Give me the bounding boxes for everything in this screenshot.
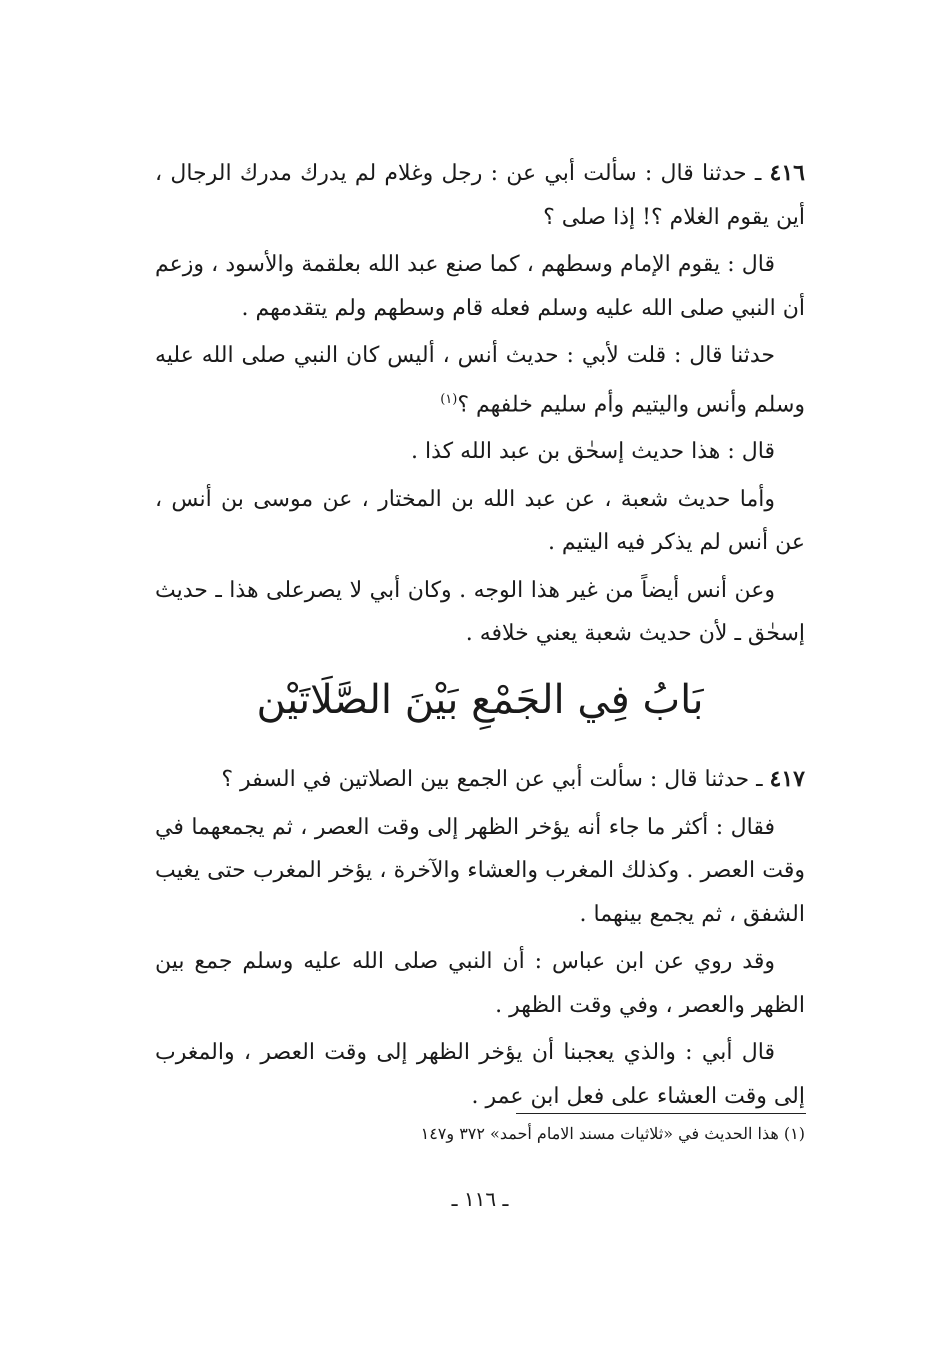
hadith-text: ـ حدثنا قال : سألت أبي عن الجمع بين الصلاتين في السفر ؟: [221, 767, 770, 792]
paragraph-text: حدثنا قال : قلت لأبي : حديث أنس ، أليس كان النبي صلى الله عليه وسلم وأنس واليتيم وأم سليم خلفهم ؟: [155, 343, 805, 417]
text-block-1: [155, 152, 805, 660]
paragraph: وقد روي عن ابن عباس : أن النبي صلى الله عليه وسلم جمع بين الظهر والعصر ، وفي وقت الظهر .: [155, 949, 805, 1018]
hadith-417-paragraph: [155, 758, 805, 802]
footnote: (١) هذا الحديث في «ثلاثيات مسند الامام أحمد» ٣٧٢ و١٤٧: [420, 1124, 805, 1143]
chapter-heading: بَابُ فِي الجَمْعِ بَيْنَ الصَّلَاتَيْن: [256, 677, 704, 723]
paragraph: وأما حديث شعبة ، عن عبد الله بن المختار ، عن موسى بن أنس ، عن أنس لم يذكر فيه اليتيم .: [155, 486, 805, 556]
page-number: ـ ١١٦ ـ: [451, 1187, 509, 1211]
footnote-marker: (١): [440, 391, 458, 407]
hadith-number: ٤١٧: [769, 766, 805, 792]
hadith-416-paragraph: [155, 152, 805, 239]
paragraph: قال : يقوم الإمام وسطهم ، كما صنع عبد الله بعلقمة والأسود ، وزعم أن النبي صلى الله عليه وسلم فعله قام وسطهم ولم يتقدمهم .: [155, 252, 805, 321]
footnote-divider: [516, 1113, 806, 1114]
text-block-2: [155, 758, 805, 1122]
paragraph-with-note: [155, 334, 805, 426]
paragraph: قال أبي : والذي يعجبنا أن يؤخر الظهر إلى وقت العصر ، والمغرب إلى وقت العشاء على فعل ابن عمر .: [155, 1040, 805, 1109]
paragraph: فقال : أكثر ما جاء أنه يؤخر الظهر إلى وقت العصر ، ثم يجمعهما في وقت العصر . وكذلك المغرب والعشاء والآخرة ، يؤخر المغرب حتى يغيب الشفق ، ثم يجمع بينهما .: [155, 814, 805, 927]
paragraph: قال : هذا حديث إسحٰق بن عبد الله كذا .: [411, 439, 775, 465]
hadith-text: ـ حدثنا قال : سألت أبي عن : رجل وغلام لم يدرك مدرك الرجال ، أين يقوم الغلام ؟! إذا صلى ؟: [155, 161, 805, 230]
paragraph: وعن أنس أيضاً من غير هذا الوجه . وكان أبي لا يصرعلى هذا ـ حديث إسحٰق ـ لأن حديث شعبة يعني خلافه .: [155, 577, 805, 647]
hadith-number: ٤١٦: [769, 160, 805, 186]
